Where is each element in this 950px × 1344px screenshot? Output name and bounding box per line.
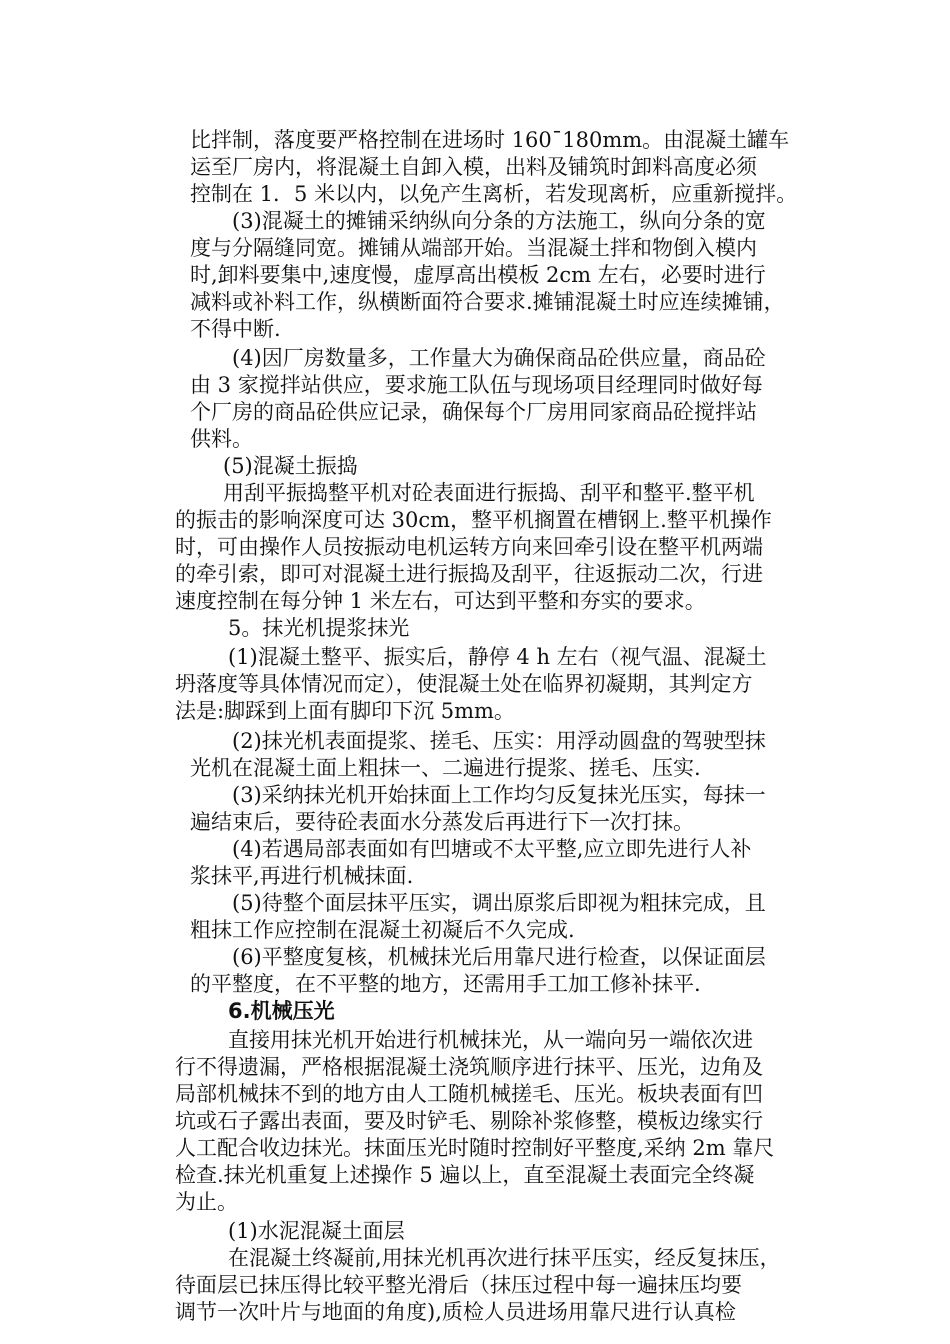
text-line: (3)采纳抹光机开始抹面上工作均匀反复抹光压实，每抹一 — [232, 783, 766, 807]
text-line: 为止。 — [175, 1190, 238, 1214]
text-line: 人工配合收边抹光。抹面压光时随时控制好平整度,采纳 2m 靠尺 — [175, 1136, 775, 1160]
text-line: 坍落度等具体情况而定），使混凝土处在临界初凝期，其判定方 — [175, 672, 753, 696]
text-line: 调节一次叶片与地面的角度),质检人员进场用靠尺进行认真检 — [175, 1300, 736, 1324]
text-line: 行不得遗漏，严格根据混凝土浇筑顺序进行抹平、压光，边角及 — [175, 1055, 763, 1079]
text-line: 比拌制，落度要严格控制在进场时 160¯180mm。由混凝土罐车 — [190, 128, 790, 152]
text-line: 局部机械抹不到的地方由人工随机械搓毛、压光。板块表面有凹 — [175, 1082, 763, 1106]
text-line: 的平整度，在不平整的地方，还需用手工加工修补抹平. — [190, 972, 701, 996]
text-line: 浆抹平,再进行机械抹面. — [190, 864, 414, 888]
text-line: (1)混凝土整平、振实后，静停 4 h 左右（视气温、混凝土 — [228, 645, 767, 669]
text-line: (1)水泥混凝土面层 — [228, 1219, 405, 1243]
text-line: (5)待整个面层抹平压实，调出原浆后即视为粗抹完成，且 — [232, 891, 766, 915]
text-line: 遍结束后，要待砼表面水分蒸发后再进行下一次打抹。 — [190, 810, 694, 834]
text-line: (2)抹光机表面提浆、搓毛、压实：用浮动圆盘的驾驶型抹 — [232, 729, 766, 753]
text-line: 度与分隔缝同宽。摊铺从端部开始。当混凝土拌和物倒入模内 — [190, 236, 757, 260]
text-line: (5)混凝土振捣 — [223, 454, 358, 478]
text-line: (4)若遇局部表面如有凹塘或不太平整,应立即先进行人补 — [232, 837, 752, 861]
text-line: 时,卸料要集中,速度慢，虚厚高出模板 2cm 左右，必要时进行 — [190, 263, 766, 287]
text-line: 由 3 家搅拌站供应，要求施工队伍与现场项目经理同时做好每 — [190, 373, 763, 397]
text-line: 粗抹工作应控制在混凝土初凝后不久完成. — [190, 918, 575, 942]
text-line: 光机在混凝土面上粗抹一、二遍进行提浆、搓毛、压实. — [190, 756, 701, 780]
text-line: 用刮平振捣整平机对砼表面进行振捣、刮平和整平.整平机 — [223, 481, 755, 505]
text-line: 减料或补料工作，纵横断面符合要求.摊铺混凝土时应连续摊铺， — [190, 290, 785, 314]
text-line: (4)因厂房数量多，工作量大为确保商品砼供应量，商品砼 — [232, 346, 766, 370]
text-line: 待面层已抹压得比较平整光滑后（抹压过程中每一遍抹压均要 — [175, 1273, 742, 1297]
text-line: 在混凝土终凝前,用抹光机再次进行抹平压实，经反复抹压， — [228, 1246, 781, 1270]
text-line: 供料。 — [190, 427, 253, 451]
text-line: 的振击的影响深度可达 30cm，整平机搁置在槽钢上.整平机操作 — [175, 508, 772, 532]
text-line: 速度控制在每分钟 1 米左右，可达到平整和夯实的要求。 — [175, 589, 706, 613]
text-line: 坑或石子露出表面，要及时铲毛、剔除补浆修整，模板边缘实行 — [175, 1109, 763, 1133]
text-line: 运至厂房内，将混凝土自卸入模，出料及铺筑时卸料高度必须 — [190, 155, 757, 179]
text-line: (6)平整度复核，机械抹光后用靠尺进行检查，以保证面层 — [232, 945, 766, 969]
section-heading: 6.机械压光 — [228, 999, 335, 1023]
text-line: 检查.抹光机重复上述操作 5 遍以上，直至混凝土表面完全终凝 — [175, 1163, 755, 1187]
text-line: 不得中断. — [190, 317, 281, 341]
text-line: 5。抹光机提浆抹光 — [228, 616, 410, 640]
text-line: 法是:脚踩到上面有脚印下沉 5mm。 — [175, 699, 515, 723]
text-line: (3)混凝土的摊铺采纳纵向分条的方法施工，纵向分条的宽 — [232, 209, 766, 233]
text-line: 的牵引索，即可对混凝土进行振捣及刮平，往返振动二次，行进 — [175, 562, 763, 586]
text-line: 控制在 1．5 米以内，以免产生离析，若发现离析，应重新搅拌。 — [190, 182, 798, 206]
text-line: 个厂房的商品砼供应记录，确保每个厂房用同家商品砼搅拌站 — [190, 400, 757, 424]
text-line: 直接用抹光机开始进行机械抹光，从一端向另一端依次进 — [228, 1028, 753, 1052]
text-line: 时，可由操作人员按振动电机运转方向来回牵引设在整平机两端 — [175, 535, 763, 559]
